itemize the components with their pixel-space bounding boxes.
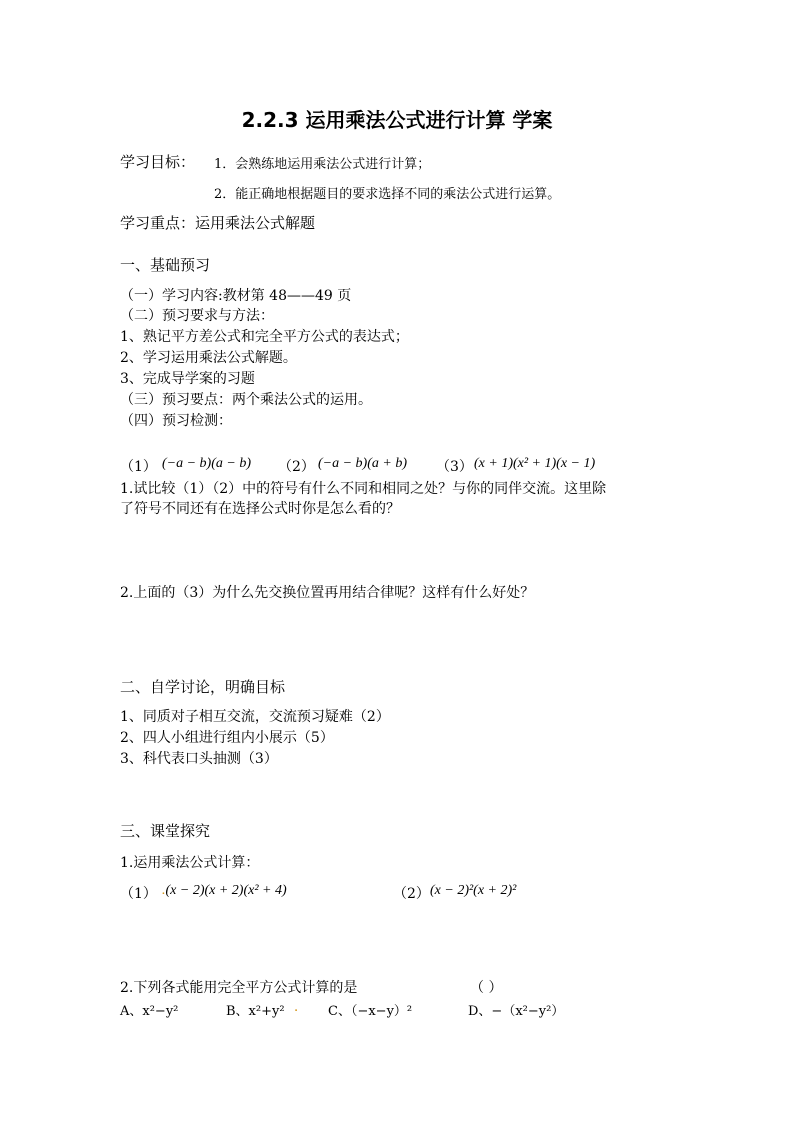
question-1-line-2: 了符号不同还有在选择公式时你是怎么看的？: [120, 501, 400, 517]
section1-line: 3、完成导学案的习题: [120, 371, 255, 387]
compute-1-expression: (x − 2)(x + 2)(x² + 4): [165, 883, 287, 898]
option-c: C、（−x−y）²: [328, 1004, 413, 1019]
compute-1-label: （1）: [120, 886, 157, 902]
exercise-3-label: （3）: [436, 459, 473, 475]
exercise-3-expression: (x + 1)(x² + 1)(x − 1): [474, 456, 596, 471]
goal-item-2: 2．能正确地根据题目的要求选择不同的乘法公式进行运算。: [214, 187, 561, 202]
question-1-line-1: 1.试比较（1）（2）中的符号有什么不同和相同之处？与你的同伴交流。这里除: [120, 481, 607, 497]
stray-dot: .: [162, 883, 166, 898]
goals-label: 学习目标：: [120, 153, 196, 171]
option-a: A、x²−y²: [120, 1004, 179, 1019]
section3-question-2: 2.下列各式能用完全平方公式计算的是: [120, 980, 358, 996]
exercise-2-label: （2）: [278, 459, 315, 475]
section1-line: （一）学习内容:教材第 48——49 页: [120, 288, 352, 304]
exercise-1-expression: (−a − b)(a − b): [162, 456, 251, 471]
key-point: 学习重点：运用乘法公式解题: [120, 214, 316, 232]
option-d: D、−（x²−y²）: [468, 1004, 565, 1019]
section1-line: 2、学习运用乘法公式解题。: [120, 350, 297, 366]
option-b: B、x²+y²: [226, 1004, 285, 1019]
compute-2-expression: (x − 2)²(x + 2)²: [430, 883, 517, 898]
page-title: 2.2.3 运用乘法公式进行计算 学案: [241, 108, 553, 132]
section3-question-1: 1.运用乘法公式计算：: [120, 855, 260, 871]
section1-line: （二）预习要求与方法：: [120, 308, 274, 324]
section3-heading: 三、课堂探究: [120, 822, 211, 840]
exercise-1-label: （1）: [120, 459, 157, 475]
exercise-2-expression: (−a − b)(a + b): [318, 456, 407, 471]
section2-heading: 二、自学讨论，明确目标: [120, 678, 286, 696]
section1-line: （三）预习要点：两个乘法公式的运用。: [120, 392, 372, 408]
question-2: 2.上面的（3）为什么先交换位置再用结合律呢？这样有什么好处？: [120, 585, 535, 601]
compute-2-label: （2）: [393, 886, 430, 902]
section2-line: 2、四人小组进行组内小展示（5）: [120, 730, 334, 746]
section1-line: （四）预习检测：: [120, 413, 232, 429]
goal-item-1: 1．会熟练地运用乘法公式进行计算；: [214, 157, 431, 172]
section1-heading: 一、基础预习: [120, 256, 211, 274]
section1-line: 1、熟记平方差公式和完全平方公式的表达式；: [120, 329, 409, 345]
stray-dot: .: [294, 1000, 299, 1015]
section2-line: 3、科代表口头抽测（3）: [120, 751, 278, 767]
answer-blank: （ ）: [470, 980, 503, 996]
section2-line: 1、同质对子相互交流，交流预习疑难（2）: [120, 709, 390, 725]
